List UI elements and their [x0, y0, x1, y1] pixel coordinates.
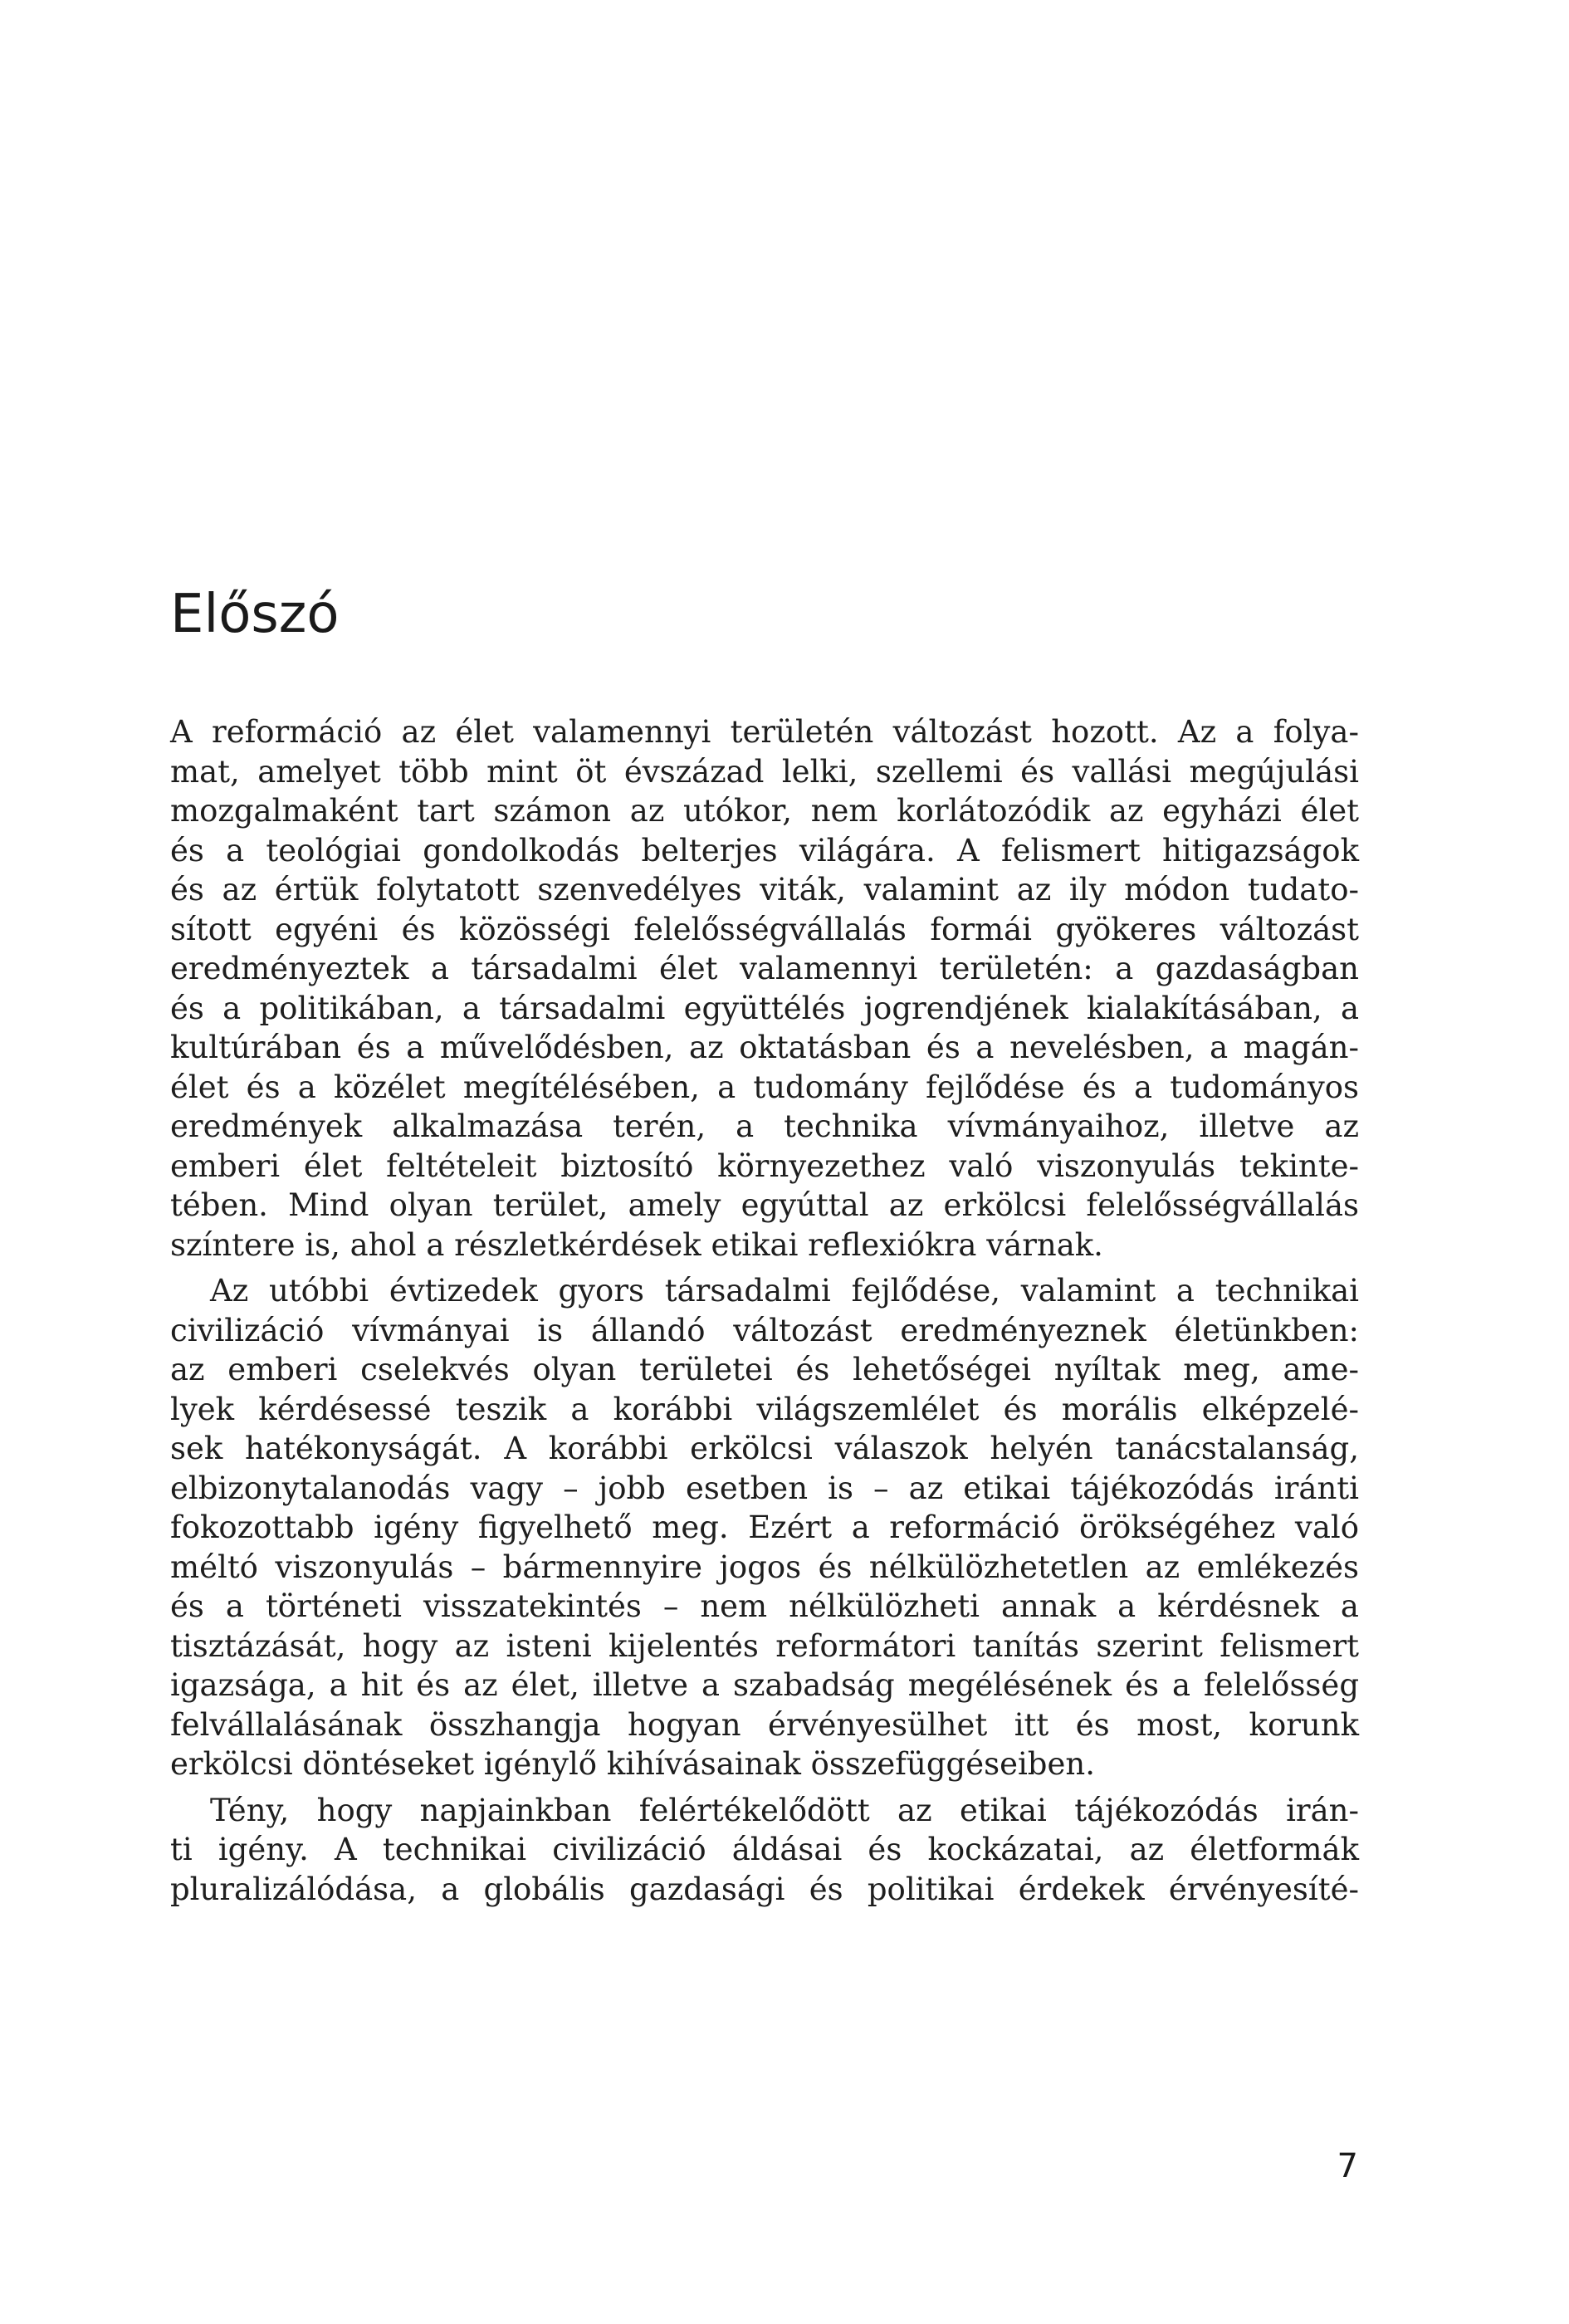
text-line: és a történeti visszatekintés – nem nélkülözheti annak a kérdésnek a: [170, 1588, 1359, 1624]
text-line: A reformáció az élet valamennyi területén változást hozott. Az a folya-: [170, 714, 1359, 750]
chapter-heading: Előszó: [170, 584, 340, 645]
text-line: fokozottabb igény figyelhető meg. Ezért a reformáció örökségéhez való: [170, 1509, 1359, 1545]
text-line: mat, amelyet több mint öt évszázad lelki, szellemi és vallási megújulási: [170, 753, 1359, 790]
text-line: mozgalmaként tart számon az utókor, nem korlátozódik az egyházi élet: [170, 793, 1359, 829]
text-line: színtere is, ahol a részletkérdések etikai reflexiókra várnak.: [170, 1226, 1103, 1263]
paragraph-gap: [170, 1265, 1359, 1271]
text-line: Tény, hogy napjainkban felértékelődött az etikai tájékozódás irán-: [210, 1792, 1359, 1828]
text-line: igazsága, a hit és az élet, illetve a szabadság megélésének és a felelősség: [170, 1667, 1359, 1703]
text-line: kultúrában és a művelődésben, az oktatásban és a nevelésben, a magán-: [170, 1030, 1359, 1065]
text-line: ti igény. A technikai civilizáció áldásai és kockázatai, az életformák: [170, 1832, 1359, 1867]
text-line: sek hatékonyságát. A korábbi erkölcsi válaszok helyén tanácstalanság,: [170, 1431, 1359, 1466]
paragraph-2: [170, 1271, 1359, 1784]
text-line: tisztázását, hogy az isteni kijelentés reformátori tanítás szerint felismert: [170, 1627, 1359, 1664]
text-line: emberi élet feltételeit biztosító környezethez való viszonyulás tekinte-: [170, 1147, 1359, 1184]
text-line: felvállalásának összhangja hogyan érvényesülhet itt és most, korunk: [170, 1706, 1359, 1743]
text-line: Az utóbbi évtizedek gyors társadalmi fejlődése, valamint a technikai: [210, 1273, 1359, 1309]
text-line: civilizáció vívmányai is állandó változást eredményeznek életünkben:: [170, 1312, 1359, 1348]
text-line: sított egyéni és közösségi felelősségvállalás formái gyökeres változást: [170, 911, 1359, 947]
body-text: [170, 712, 1359, 1909]
text-line: tében. Mind olyan terület, amely egyúttal az erkölcsi felelősségvállalás: [170, 1187, 1359, 1223]
text-line: és a teológiai gondolkodás belterjes világára. A felismert hitigazságok: [170, 832, 1359, 868]
text-line: eredmények alkalmazása terén, a technika vívmányaihoz, illetve az: [170, 1108, 1359, 1144]
text-line: élet és a közélet megítélésében, a tudomány fejlődése és a tudományos: [170, 1069, 1359, 1105]
paragraph-3: [170, 1791, 1359, 1910]
text-line: eredményeztek a társadalmi élet valamennyi területén: a gazdaságban: [170, 951, 1359, 986]
text-line: elbizonytalanodás vagy – jobb esetben is – az etikai tájékozódás iránti: [170, 1470, 1359, 1506]
paragraph-gap: [170, 1784, 1359, 1791]
text-line: az emberi cselekvés olyan területei és lehetőségei nyíltak meg, ame-: [170, 1352, 1359, 1387]
page-number: 7: [1337, 2147, 1358, 2185]
text-line: pluralizálódása, a globális gazdasági és politikai érdekek érvényesíté-: [170, 1871, 1359, 1907]
text-line: és az értük folytatott szenvedélyes viták, valamint az ily módon tudato-: [170, 872, 1359, 908]
text-line: lyek kérdésessé teszik a korábbi világszemlélet és morális elképzelé-: [170, 1391, 1359, 1427]
text-line: és a politikában, a társadalmi együttélés jogrendjének kialakításában, a: [170, 990, 1359, 1026]
paragraph-1: [170, 712, 1359, 1265]
text-line: méltó viszonyulás – bármennyire jogos és nélkülözhetetlen az emlékezés: [170, 1549, 1359, 1585]
text-line: erkölcsi döntéseket igénylő kihívásainak összefüggéseiben.: [170, 1746, 1095, 1782]
